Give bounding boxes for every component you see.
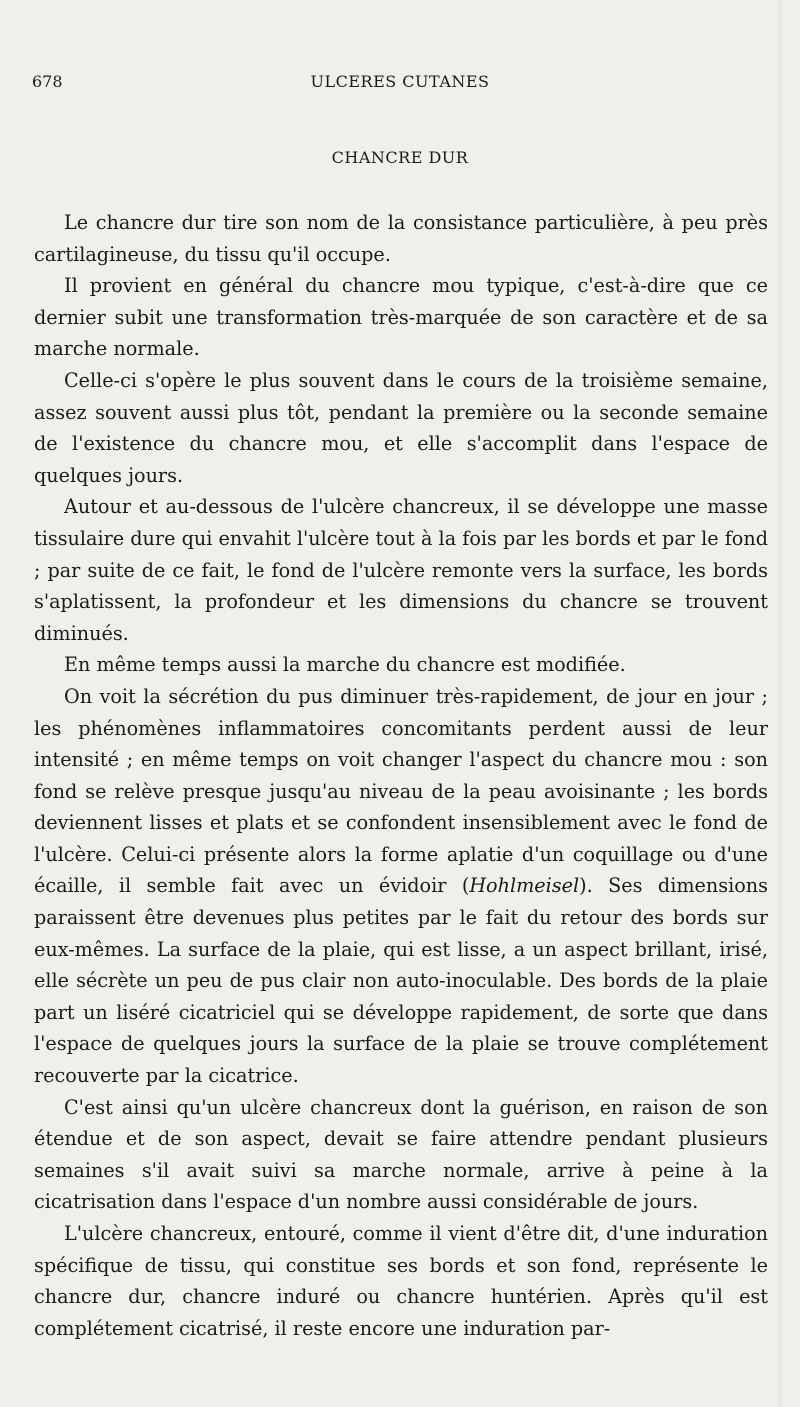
section-title: CHANCRE DUR [331, 148, 469, 167]
paragraph-text: ). Ses dimensions paraissent être devenues plus petites par le fait du retour des bords sur eux-mêmes. La surface de la plaie, qui est lisse, a un aspect brillant, irisé, elle sécrète un peu de pus clair non auto-inoculable. Des bords de la plaie part un liséré cicatriciel qui se développe rapidement, de sorte que dans l'espace de quelques jours la surface de la plaie se trouve complétement recouverte par la cicatrice. [34, 874, 768, 1088]
paragraph: L'ulcère chancreux, entouré, comme il vient d'être dit, d'une induration spécifique de tissu, qui constitue ses bords et son fond, représente le chancre dur, chancre induré ou chancre huntérien. Après qu'il est complétement cicatrisé, il reste encore une induration par- [34, 1222, 768, 1340]
paragraph: Autour et au-dessous de l'ulcère chancreux, il se développe une masse tissulaire dure qui envahit l'ulcère tout à la fois par les bords et par le fond ; par suite de ce fait, le fond de l'ulcère remonte vers la surface, les bords s'aplatissent, la profondeur et les dimensions du chancre se trouvent diminués. [34, 495, 768, 645]
body-text [34, 207, 768, 1344]
paragraph: En même temps aussi la marche du chancre est modifiée. [64, 653, 626, 677]
running-head: ULCERES CUTANES [310, 72, 490, 91]
page-edge-shadow [776, 0, 782, 1407]
italic-term: Hohlmeisel [469, 874, 580, 898]
paragraph: Celle-ci s'opère le plus souvent dans le cours de la troisième semaine, assez souvent aussi plus tôt, pendant la première ou la seconde semaine de l'existence du chancre mou, et elle s'accomplit dans l'espace de quelques jours. [34, 368, 768, 487]
paragraph: Le chancre dur tire son nom de la consistance particulière, à peu près cartilagineuse, du tissu qu'il occupe. [34, 211, 768, 266]
page-number: 678 [32, 72, 63, 91]
paragraph: Il provient en général du chancre mou typique, c'est-à-dire que ce dernier subit une transformation très-marquée de son caractère et de sa marche normale. [34, 274, 768, 361]
page-header [32, 72, 768, 96]
paragraph-text: On voit la sécrétion du pus diminuer très-rapidement, de jour en jour ; les phénomènes inflammatoires concomitants perdent aussi de leur intensité ; en même temps on voit changer l'aspect du chancre mou : son fond se relève presque jusqu'au niveau de la peau avoisinante ; les bords deviennent lisses et plats et se confondent insensiblement avec le fond de l'ulcère. Celui-ci présente alors la forme aplatie d'un coquillage ou d'une écaille, il semble fait avec un évidoir ( [34, 684, 768, 898]
paragraph: C'est ainsi qu'un ulcère chancreux dont la guérison, en raison de son étendue et de son aspect, devait se faire attendre pendant plusieurs semaines s'il avait suivi sa marche normale, arrive à peine à la cicatrisation dans l'espace d'un nombre aussi considérable de jours. [34, 1095, 768, 1214]
paragraph [34, 681, 768, 1092]
